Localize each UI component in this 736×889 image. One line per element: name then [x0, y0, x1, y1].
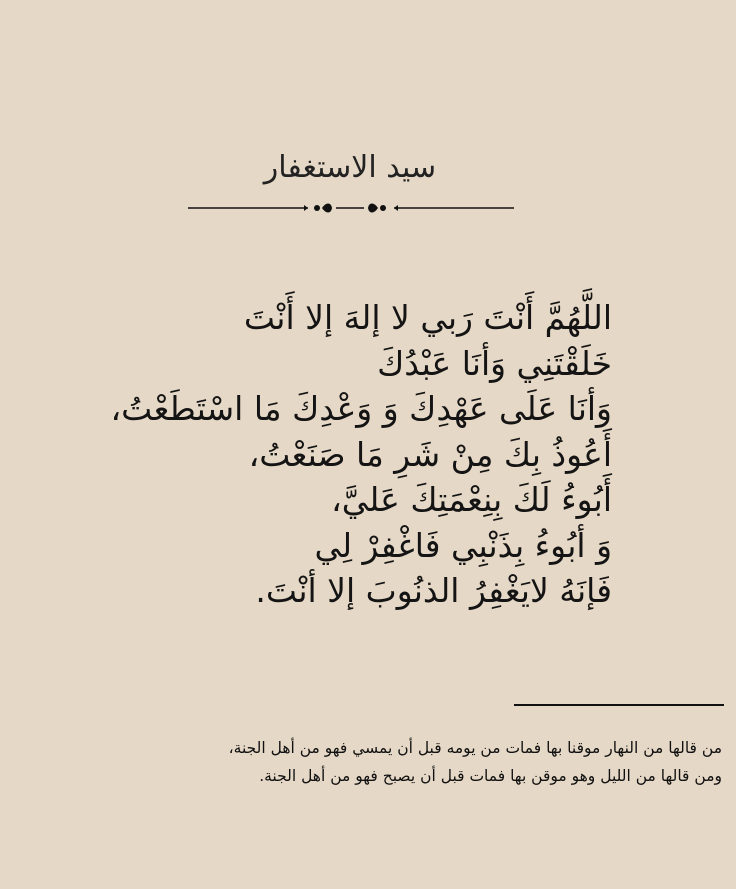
- dua-line: أَبُوءُ لَكَ بِنِعْمَتِكَ عَليَّ،: [331, 480, 612, 519]
- dua-text: [92, 295, 612, 614]
- dua-line: خَلَقْتَنِي وَأنَا عَبْدُكَ: [377, 343, 612, 383]
- dua-line: أَعُوذُ بِكَ مِنْ شَرِ مَا صَنَعْتُ،: [248, 434, 612, 474]
- footnote-line: من قالها من النهار موقنا بها فمات من يومه قبل أن يمسي فهو من أهل الجنة،: [228, 739, 722, 757]
- page-title: سيد الاستغفار: [263, 150, 437, 185]
- footnote: [22, 734, 722, 790]
- footnote-divider: [514, 704, 724, 706]
- dua-line: اللَّهُمَّ أَنْتَ رَبي لا إلهَ إلا أَنْتَ: [243, 298, 612, 337]
- dua-line: وَ أبُوءُ بِذَنْبِي فَاغْفِرْ لِي: [314, 525, 612, 565]
- dua-line: فَإنَهُ لايَغْفِرُ الذنُوبَ إلا أنْتَ.: [255, 571, 612, 610]
- dua-line: وَأنَا عَلَى عَهْدِكَ وَ وَعْدِكَ مَا اسْتَطَعْتُ،: [110, 389, 612, 428]
- footnote-line: ومن قالها من الليل وهو موقن بها فمات قبل أن يصبح فهو من أهل الجنة.: [259, 767, 722, 785]
- flourish-divider-icon: [186, 196, 516, 220]
